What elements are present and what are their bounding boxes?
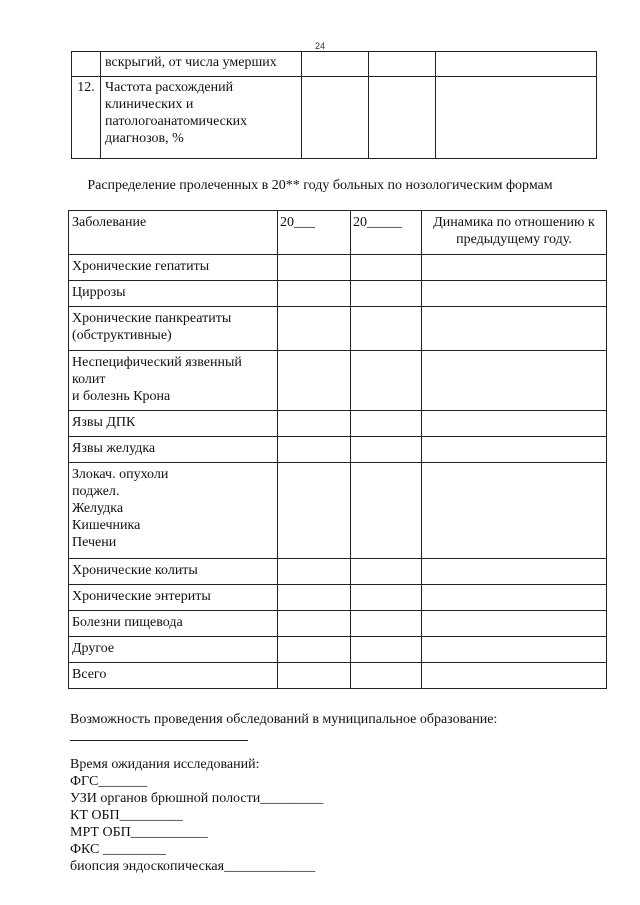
dynamics-cell[interactable] [422,663,607,689]
wait-item-fgs: ФГС_______ [70,774,148,789]
dynamics-cell[interactable] [422,437,607,463]
table-row [69,611,607,637]
label-line [105,79,297,96]
disease-cell [69,351,278,411]
value-cell[interactable] [369,77,436,159]
table-row [69,663,607,689]
possibility-text: Возможность проведения обследований в муниципальное образование: [70,712,498,727]
wait-item-biopsy: биопсия эндоскопическая_____________ [70,859,316,874]
label-line: патологоанатомических [105,114,248,129]
disease-cell [69,637,278,663]
year-value-cell[interactable] [351,611,422,637]
header-year2: 20_____ [351,211,422,255]
disease-line: Хронические колиты [72,563,198,578]
wait-title: Время ожидания исследований: [70,757,260,772]
disease-line: (обструктивные) [72,328,172,343]
header-disease: Заболевание [69,211,278,255]
year-value-cell[interactable] [351,307,422,351]
disease-line: Язвы ДПК [72,415,136,430]
year-value-cell[interactable] [278,411,351,437]
year-value-cell[interactable] [278,307,351,351]
header-dynamics: Динамика по отношению к предыдущему году. [422,211,607,255]
disease-line: Хронические гепатиты [72,259,210,274]
disease-line: поджел. [72,484,120,499]
dynamics-cell[interactable] [422,411,607,437]
dynamics-cell[interactable] [422,559,607,585]
wait-item-uzi: УЗИ органов брюшной полости_________ [70,791,324,806]
row-label [101,77,302,159]
label-line: диагнозов, % [105,131,184,146]
dynamics-cell[interactable] [422,637,607,663]
fill-line[interactable] [70,740,248,741]
wait-item-fks: ФКС _________ [70,842,166,857]
year-value-cell[interactable] [278,281,351,307]
disease-line: Хронические панкреатиты [72,311,232,326]
page-number: 24 [314,41,325,51]
year-value-cell[interactable] [278,663,351,689]
disease-line: колит [72,372,106,387]
table-row [69,411,607,437]
disease-line: Желудка [72,501,124,516]
year-value-cell[interactable] [351,351,422,411]
label-line: клинических и [105,97,194,112]
disease-line: Печени [72,535,117,550]
disease-line: Кишечника [72,518,141,533]
continued-table [71,51,597,159]
dynamics-cell[interactable] [422,351,607,411]
dynamics-cell[interactable] [422,281,607,307]
wait-items [70,773,323,875]
table-row [69,437,607,463]
nosology-table [68,210,607,689]
disease-line: Болезни пищевода [72,615,183,630]
disease-line: Циррозы [72,285,126,300]
year-value-cell[interactable] [351,663,422,689]
disease-cell [69,611,278,637]
row-number: 12. [72,77,101,159]
disease-cell [69,437,278,463]
label-word: Частота расхождений [105,80,234,95]
table-row [69,255,607,281]
year-value-cell[interactable] [278,611,351,637]
year-value-cell[interactable] [278,559,351,585]
row-number [72,52,101,77]
table-row [69,559,607,585]
disease-line: Хронические энтериты [72,589,211,604]
table-row [69,351,607,411]
value-cell[interactable] [302,52,369,77]
section-title: Распределение пролеченных в 20** году больных по нозологическим формам [87,178,553,193]
value-cell[interactable] [436,77,597,159]
disease-cell [69,559,278,585]
dynamics-cell[interactable] [422,611,607,637]
disease-line: и болезнь Крона [72,389,171,404]
dynamics-cell[interactable] [422,585,607,611]
disease-line: Неспецифический язвенный [72,355,242,370]
year-value-cell[interactable] [278,351,351,411]
disease-cell [69,411,278,437]
value-cell[interactable] [369,52,436,77]
year-value-cell[interactable] [351,411,422,437]
value-cell[interactable] [436,52,597,77]
year-value-cell[interactable] [351,281,422,307]
wait-item-kt: КТ ОБП_________ [70,808,183,823]
disease-cell [69,463,278,559]
wait-item-mrt: МРТ ОБП___________ [70,825,208,840]
disease-cell [69,281,278,307]
table-row [72,52,597,77]
table-row [69,281,607,307]
year-value-cell[interactable] [351,255,422,281]
table-row [69,637,607,663]
year-value-cell[interactable] [278,255,351,281]
year-value-cell[interactable] [351,637,422,663]
table-row [72,77,597,159]
year-value-cell[interactable] [351,463,422,559]
disease-cell [69,255,278,281]
disease-line: Другое [72,641,115,656]
disease-cell [69,585,278,611]
disease-cell [69,663,278,689]
year-value-cell[interactable] [278,463,351,559]
dynamics-cell[interactable] [422,463,607,559]
dynamics-cell[interactable] [422,255,607,281]
year-value-cell[interactable] [278,637,351,663]
header-year1: 20___ [278,211,351,255]
year-value-cell[interactable] [351,437,422,463]
disease-line: Злокач. опухоли [72,467,169,482]
year-value-cell[interactable] [278,585,351,611]
year-value-cell[interactable] [351,559,422,585]
table-row [69,585,607,611]
disease-cell [69,307,278,351]
header-row [69,211,607,255]
value-cell[interactable] [302,77,369,159]
row-label: вскрыгий, от числа умерших [101,52,302,77]
table-row [69,307,607,351]
disease-line: Язвы желудка [72,441,156,456]
table-row [69,463,607,559]
dynamics-cell[interactable] [422,307,607,351]
year-value-cell[interactable] [278,437,351,463]
year-value-cell[interactable] [351,585,422,611]
disease-line: Всего [72,667,107,682]
